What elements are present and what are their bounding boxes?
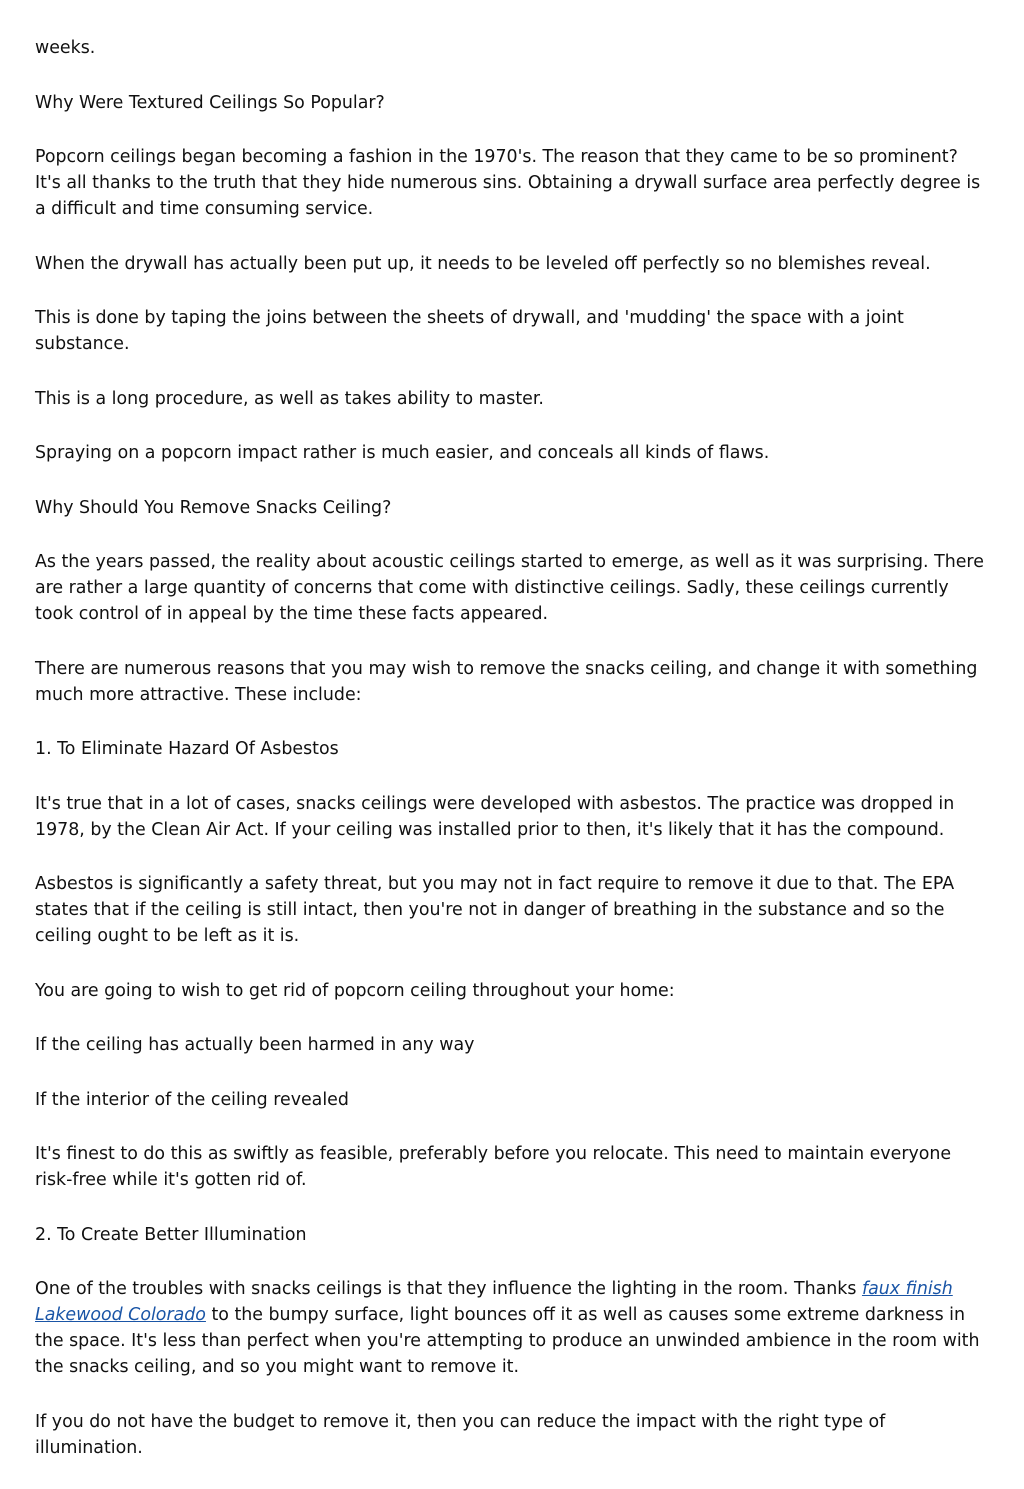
paragraph-reality: As the years passed, the reality about acoustic ceilings started to emerge, as well as it was surprising. There are rather a large quantity of concerns that come with distinctive ceilings. Sadly, these ceilings currently took control of in appeal by the time these facts appeared. xyxy=(35,552,984,624)
paragraph-long-procedure: This is a long procedure, as well as takes ability to master. xyxy=(35,388,544,409)
paragraph-spraying: Spraying on a popcorn impact rather is much easier, and conceals all kinds of flaws. xyxy=(35,443,770,463)
paragraph-popcorn-history: Popcorn ceilings began becoming a fashion in the 1970's. The reason that they came to be so prominent? It's all thanks to the truth that they hide numerous sins. Obtaining a drywall surface area perfectly degree is a difficult and time consuming service. xyxy=(35,147,981,219)
document-body xyxy=(35,35,987,1489)
paragraph-harmed: If the ceiling has actually been harmed in any way xyxy=(35,1035,475,1055)
paragraph-budget: If you do not have the budget to remove it, then you can reduce the impact with the right type of illumination. xyxy=(35,1411,886,1458)
paragraph-interior-revealed: If the interior of the ceiling revealed xyxy=(35,1089,349,1110)
heading-why-popular: Why Were Textured Ceilings So Popular? xyxy=(35,92,385,113)
paragraph-lighting-after: to the bumpy surface, light bounces off it as well as causes some extreme darkness in the space. It's less than perfect when you're attempting to produce an unwinded ambience in the room with the snacks ceiling, and so you might want to remove it. xyxy=(35,1305,980,1377)
heading-illumination: 2. To Create Better Illumination xyxy=(35,1224,307,1245)
paragraph-drywall-leveling: When the drywall has actually been put up, it needs to be leveled off perfectly so no blemishes reveal. xyxy=(35,253,931,274)
paragraph-asbestos-history: It's true that in a lot of cases, snacks ceilings were developed with asbestos. The practice was dropped in 1978, by the Clean Air Act. If your ceiling was installed prior to then, it's likely that it has the compound. xyxy=(35,793,955,840)
paragraph-asbestos-epa: Asbestos is significantly a safety threat, but you may not in fact require to remove it due to that. The EPA states that if the ceiling is still intact, then you're not in danger of breathing in the substance and so the ceiling ought to be left as it is. xyxy=(35,874,955,946)
paragraph-lighting xyxy=(35,1276,987,1380)
faux-finish-link[interactable]: faux finish Lakewood Colorado xyxy=(35,1279,953,1325)
paragraph-taping-joins: This is done by taping the joins between the sheets of drywall, and 'mudding' the space with a joint substance. xyxy=(35,308,904,354)
paragraph-swiftly: It's finest to do this as swiftly as feasible, preferably before you relocate. This need to maintain everyone risk-free while it's gotten rid of. xyxy=(35,1144,952,1190)
paragraph-continuation: weeks. xyxy=(35,38,96,58)
paragraph-lighting-before: One of the troubles with snacks ceilings is that they influence the lighting in the room. Thanks xyxy=(35,1279,862,1299)
paragraph-remove-when: You are going to wish to get rid of popcorn ceiling throughout your home: xyxy=(35,980,675,1001)
heading-asbestos: 1. To Eliminate Hazard Of Asbestos xyxy=(35,739,339,759)
heading-why-remove: Why Should You Remove Snacks Ceiling? xyxy=(35,497,392,518)
paragraph-reasons-intro: There are numerous reasons that you may wish to remove the snacks ceiling, and change it with something much more attractive. These include: xyxy=(35,658,978,705)
